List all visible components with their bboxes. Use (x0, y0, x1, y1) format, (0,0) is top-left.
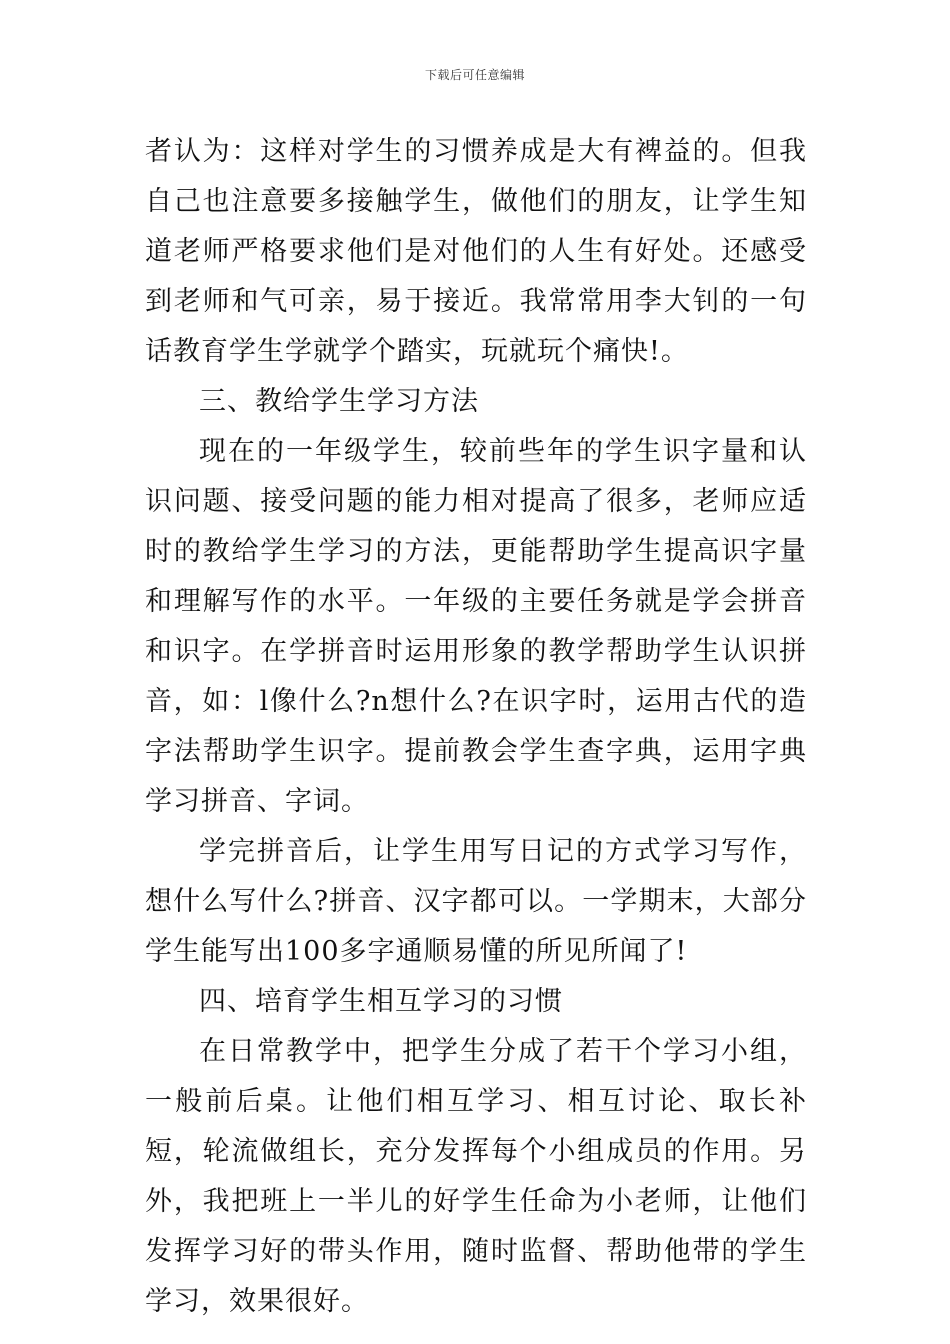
document-body (145, 127, 807, 1327)
paragraph: 学完拼音后，让学生用写日记的方式学习写作，想什么写什么?拼音、汉字都可以。一学期末，大部分学生能写出100多字通顺易懂的所见所闻了! (145, 836, 807, 967)
paragraph: 现在的一年级学生，较前些年的学生识字量和认识问题、接受问题的能力相对提高了很多，老师应适时的教给学生学习的方法，更能帮助学生提高识字量和理解写作的水平。一年级的主要任务就是学会拼音和识字。在学拼音时运用形象的教学帮助学生认识拼音，如：l像什么?n想什么?在识字时，运用古代的造字法帮助学生识字。提前教会学生查字典，运用字典学习拼音、字词。 (145, 436, 807, 817)
paragraph: 在日常教学中，把学生分成了若干个学习小组，一般前后桌。让他们相互学习、相互讨论、取长补短，轮流做组长，充分发挥每个小组成员的作用。另外，我把班上一半儿的好学生任命为小老师，让他们发挥学习好的带头作用，随时监督、帮助他带的学生学习，效果很好。 (145, 1036, 807, 1317)
paragraph-continuation: 者认为：这样对学生的习惯养成是大有裨益的。但我自己也注意要多接触学生，做他们的朋友，让学生知道老师严格要求他们是对他们的人生有好处。还感受到老师和气可亲，易于接近。我常常用李大钊的一句话教育学生学就学个踏实，玩就玩个痛快!。 (145, 136, 807, 367)
section-heading-4: 四、培育学生相互学习的习惯 (199, 986, 563, 1017)
section-heading-3: 三、教给学生学习方法 (199, 386, 479, 417)
page-header: 下载后可任意编辑 (424, 68, 525, 82)
